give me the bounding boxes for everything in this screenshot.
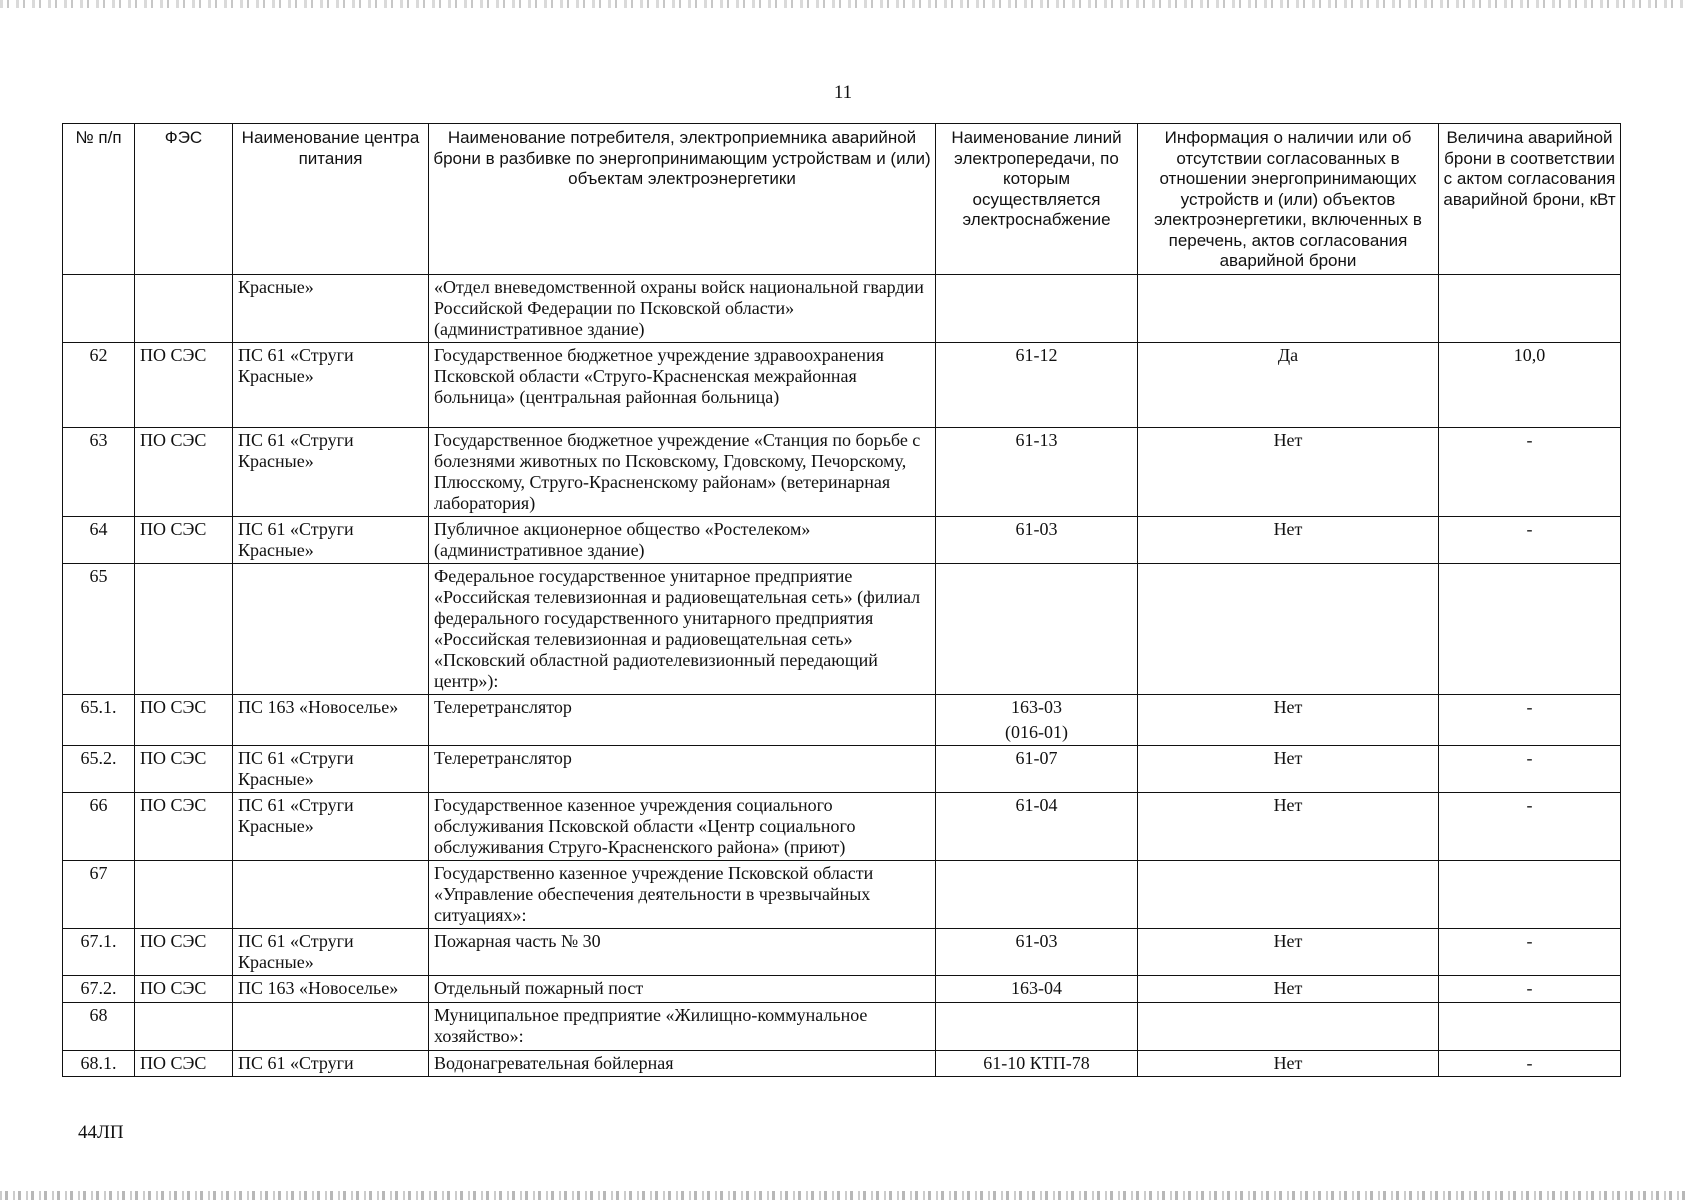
table-row [63,274,1621,342]
row-consumer-text: Государственно казенное учреждение Псковской области «Управление обеспечения деятельности в чрезвычайных ситуациях»: [434,862,874,925]
row-agreement-info-text: Нет [1273,429,1303,450]
row-fes [135,792,233,860]
row-power-line-text: 61-10 КТП-78 [983,1052,1090,1073]
row-consumer-text: Отдельный пожарный пост [434,977,644,998]
row-power-line [936,427,1138,516]
row-reserve-value [1439,860,1621,928]
row-fes-text: ПО СЭС [140,344,207,365]
table-body [63,274,1621,1076]
header-power-center: Наименование центра питания [233,124,429,275]
row-power-line-text: 163-03 [1011,696,1062,717]
row-power-line [936,928,1138,975]
table-row [63,1002,1621,1050]
row-reserve-value [1439,274,1621,342]
row-power-center-text: ПС 61 «Струги Красные» [238,344,354,386]
row-reserve-value [1439,745,1621,792]
row-reserve-value-text: - [1526,930,1533,951]
row-power-line [936,1002,1138,1050]
row-power-center-text: Красные» [238,276,314,297]
row-consumer [429,1002,936,1050]
row-power-center-text: ПС 61 «Струги Красные» [238,518,354,560]
row-power-center [233,563,429,694]
row-consumer [429,563,936,694]
row-number [63,516,135,563]
row-number [63,860,135,928]
row-power-line [936,1050,1138,1076]
row-consumer-text: Государственное бюджетное учреждение «Станция по борьбе с болезнями животных по Псковскому, Гдовскому, Печорскому, Плюсскому, Струго-Красненскому районам» (ветеринарная лаборатория) [434,429,921,513]
table-row [63,792,1621,860]
row-reserve-value-text: 10,0 [1513,344,1546,365]
row-power-center-text: ПС 61 «Струги Красные» [238,429,354,471]
row-power-line-text: 163-04 [1011,977,1062,998]
row-reserve-value [1439,563,1621,694]
row-number-text: 67.1. [80,930,117,951]
row-power-center [233,975,429,1002]
row-fes [135,563,233,694]
row-number-text: 62 [89,344,108,365]
row-number [63,1002,135,1050]
row-consumer-text: Публичное акционерное общество «Ростелеком» (административное здание) [434,518,811,560]
row-reserve-value [1439,694,1621,745]
row-number-text: 67 [89,862,108,883]
row-consumer [429,792,936,860]
row-fes [135,975,233,1002]
row-consumer [429,516,936,563]
row-agreement-info [1138,928,1439,975]
row-power-center [233,342,429,427]
row-agreement-info-text: Да [1277,344,1299,365]
row-consumer-text: Муниципальное предприятие «Жилищно-коммунальное хозяйство»: [434,1004,868,1046]
header-agreement-info: Информация о наличии или об отсутствии согласованных в отношении энергопринимающих устройств и (или) объектов электроэнергетики, включенных в перечень, актов согласования аварийной брони [1138,124,1439,275]
row-agreement-info [1138,516,1439,563]
row-consumer [429,860,936,928]
row-consumer-text: Телеретранслятор [434,696,572,717]
table-row [63,860,1621,928]
row-power-center [233,516,429,563]
row-fes [135,1002,233,1050]
row-number-text: 68 [89,1004,108,1025]
row-agreement-info-text: Нет [1273,1052,1303,1073]
row-reserve-value-text: - [1526,518,1533,539]
row-agreement-info [1138,694,1439,745]
row-agreement-info [1138,1002,1439,1050]
page-number: 11 [833,82,853,103]
row-reserve-value [1439,975,1621,1002]
row-power-line [936,516,1138,563]
row-fes-text: ПО СЭС [140,794,207,815]
row-agreement-info-text: Нет [1273,930,1303,951]
row-number-text: 63 [89,429,108,450]
row-power-center [233,745,429,792]
row-power-center-text: ПС 61 «Струги [238,1052,354,1073]
row-fes-text: ПО СЭС [140,747,207,768]
header-fes: ФЭС [135,124,233,275]
header-reserve-value: Величина аварийной брони в соответствии с актом согласования аварийной брони, кВт [1439,124,1621,275]
row-number [63,694,135,745]
row-agreement-info [1138,274,1439,342]
table-row [63,427,1621,516]
row-consumer-text: Государственное казенное учреждения социального обслуживания Псковской области «Центр социального обслуживания Струго-Красненского района» (приют) [434,794,856,857]
row-consumer [429,928,936,975]
row-power-center [233,427,429,516]
row-power-line [936,694,1138,745]
row-power-line-text: 61-03 [1015,930,1058,951]
row-power-line [936,860,1138,928]
row-consumer [429,975,936,1002]
row-power-center [233,1050,429,1076]
row-power-center [233,792,429,860]
row-agreement-info-text: Нет [1273,977,1303,998]
row-power-line [936,975,1138,1002]
row-reserve-value-text: - [1526,747,1533,768]
row-agreement-info-text: Нет [1273,696,1303,717]
row-reserve-value [1439,1050,1621,1076]
header-number: № п/п [63,124,135,275]
row-fes-text: ПО СЭС [140,429,207,450]
row-reserve-value [1439,427,1621,516]
row-fes-text: ПО СЭС [140,1052,207,1073]
table-row [63,563,1621,694]
row-fes [135,860,233,928]
row-reserve-value-text: - [1526,696,1533,717]
row-fes [135,516,233,563]
row-agreement-info [1138,745,1439,792]
row-consumer-text: «Отдел вневедомственной охраны войск национальной гвардии Российской Федерации по Псковской области» (административное здание) [434,276,924,339]
row-number [63,342,135,427]
row-number [63,975,135,1002]
table-row [63,1050,1621,1076]
row-number-text: 64 [89,518,108,539]
table-row [63,975,1621,1002]
row-consumer-text: Водонагревательная бойлерная [434,1052,674,1073]
row-power-line-text: 61-04 [1015,794,1058,815]
row-reserve-value [1439,1002,1621,1050]
row-power-line-secondary-text: (016-01) [1005,721,1068,742]
table-header-row [63,124,1621,275]
row-power-center-text: ПС 163 «Новоселье» [238,977,399,998]
row-power-line [936,792,1138,860]
row-fes [135,274,233,342]
row-number [63,1050,135,1076]
row-power-center-text: ПС 61 «Струги Красные» [238,747,354,789]
row-fes [135,694,233,745]
row-consumer [429,745,936,792]
scan-edge-bottom [0,1191,1686,1200]
row-consumer-text: Федеральное государственное унитарное предприятие «Российская телевизионная и радиовещательная сеть» (филиал федерального государственного унитарного предприятия «Российская телевизионная и радиовещательная сеть» «Псковский областной радиотелевизионный передающий центр»): [434,565,921,691]
row-consumer-text: Пожарная часть № 30 [434,930,601,951]
row-agreement-info-text: Нет [1273,794,1303,815]
row-power-line [936,745,1138,792]
table-row [63,342,1621,427]
row-consumer [429,1050,936,1076]
table-row [63,928,1621,975]
row-power-center [233,274,429,342]
row-number [63,928,135,975]
row-power-center [233,928,429,975]
row-number [63,274,135,342]
row-agreement-info [1138,792,1439,860]
row-reserve-value-text: - [1526,794,1533,815]
footer-code: 44ЛП [78,1122,124,1143]
row-number [63,745,135,792]
row-number [63,792,135,860]
table-row [63,516,1621,563]
reserve-table [62,123,1621,1077]
row-power-center [233,1002,429,1050]
row-reserve-value [1439,516,1621,563]
header-power-line: Наименование линий электропередачи, по которым осуществляется электроснабжение [936,124,1138,275]
row-fes-text: ПО СЭС [140,930,207,951]
row-fes [135,745,233,792]
row-power-line-text: 61-03 [1015,518,1058,539]
row-number-text: 65 [89,565,108,586]
row-reserve-value-text: - [1526,1052,1533,1073]
row-fes-text: ПО СЭС [140,518,207,539]
row-number [63,427,135,516]
row-agreement-info [1138,427,1439,516]
row-fes-text: ПО СЭС [140,696,207,717]
row-consumer [429,427,936,516]
row-number-text: 68.1. [80,1052,117,1073]
row-reserve-value [1439,792,1621,860]
row-consumer-text: Государственное бюджетное учреждение здравоохранения Псковской области «Струго-Красненская межрайонная больница» (центральная районная больница) [434,344,884,407]
row-power-line-text: 61-07 [1015,747,1058,768]
row-agreement-info-text: Нет [1273,518,1303,539]
row-number-text: 65.1. [80,696,117,717]
row-consumer [429,342,936,427]
row-consumer-text: Телеретранслятор [434,747,572,768]
row-consumer [429,274,936,342]
row-agreement-info [1138,860,1439,928]
row-number-text: 67.2. [80,977,117,998]
row-fes [135,1050,233,1076]
row-fes [135,342,233,427]
row-agreement-info [1138,342,1439,427]
row-reserve-value [1439,928,1621,975]
header-consumer: Наименование потребителя, электроприемника аварийной брони в разбивке по энергопринимающим устройствам и (или) объектам электроэнергетики [429,124,936,275]
row-reserve-value [1439,342,1621,427]
row-power-line [936,342,1138,427]
row-power-center-text: ПС 163 «Новоселье» [238,696,399,717]
row-fes [135,427,233,516]
row-number [63,563,135,694]
row-number-text: 65.2. [80,747,117,768]
table-row [63,745,1621,792]
row-power-center-text: ПС 61 «Струги Красные» [238,794,354,836]
row-agreement-info [1138,1050,1439,1076]
row-power-center [233,860,429,928]
row-agreement-info-text: Нет [1273,747,1303,768]
row-consumer [429,694,936,745]
row-power-line [936,274,1138,342]
table-row [63,694,1621,745]
row-power-center-text: ПС 61 «Струги Красные» [238,930,354,972]
row-power-line [936,563,1138,694]
row-agreement-info [1138,563,1439,694]
row-agreement-info [1138,975,1439,1002]
row-fes-text: ПО СЭС [140,977,207,998]
row-reserve-value-text: - [1526,429,1533,450]
row-number-text: 66 [89,794,108,815]
row-power-center [233,694,429,745]
row-reserve-value-text: - [1526,977,1533,998]
scan-edge-top [0,0,1686,8]
row-power-line-text: 61-12 [1015,344,1058,365]
row-fes [135,928,233,975]
row-power-line-text: 61-13 [1015,429,1058,450]
